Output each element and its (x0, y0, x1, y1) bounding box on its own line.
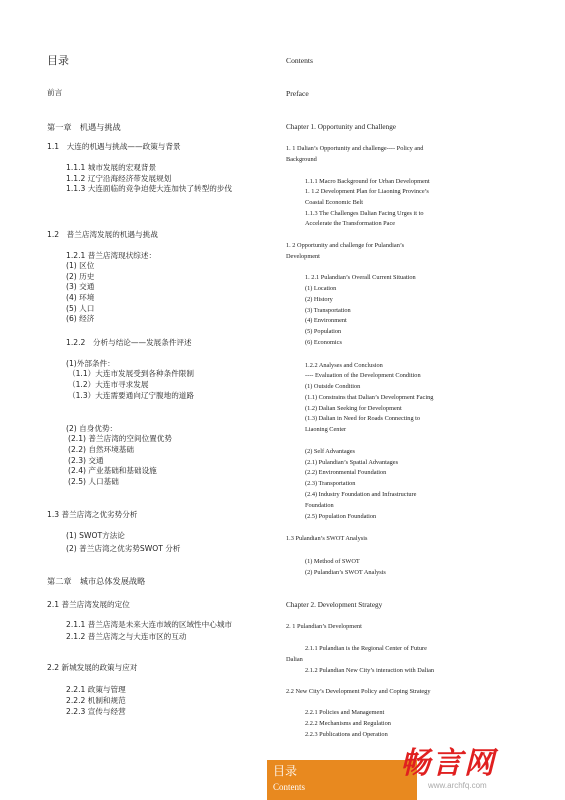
toc-entry: Chapter 1. Opportunity and Challenge (286, 123, 396, 131)
toc-entry: (2.2) 自然环境基础 (68, 445, 134, 454)
toc-entry: 目录 (47, 54, 69, 67)
toc-entry: Contents (286, 56, 314, 65)
toc-entry: Coastal Economic Belt (305, 199, 364, 206)
footer-title-box (267, 760, 417, 800)
toc-entry: 2.2.3 宣传与经营 (66, 707, 126, 716)
toc-entry: 1.3 普兰店湾之优劣势分析 (47, 510, 138, 519)
toc-entry: 1.2.1 普兰店湾现状综述： (66, 251, 157, 260)
toc-entry: 1.2.2 Analyses and Conclusion (305, 362, 383, 369)
toc-entry: 2.1.2 普兰店湾之与大连市区的互动 (66, 632, 187, 641)
toc-entry: 2.1.1 普兰店湾是未来大连市域的区域性中心城市 (66, 620, 233, 629)
toc-entry: (1.3) Dalian in Need for Roads Connecting to (305, 415, 421, 422)
toc-entry: 2.2 New City’s Development Policy and Coping Strategy (286, 688, 431, 695)
toc-entry: (2) 历史 (66, 272, 95, 281)
watermark-url: www.archfq.com (428, 781, 487, 790)
toc-entry: (2.4) 产业基础和基础设施 (68, 466, 157, 475)
toc-entry: （1.3）大连需要通向辽宁腹地的道路 (68, 391, 194, 400)
toc-entry: 1. 1 Dalian’s Opportunity and challenge---- Policy and (286, 145, 424, 152)
toc-entry: (1.2) Dalian Seeking for Development (305, 405, 402, 412)
watermark-logo: 畅言网 (400, 746, 496, 781)
toc-entry: 2.2.1 政策与管理 (66, 685, 126, 694)
toc-entry: （1.1）大连市发展受到各种条件限制 (68, 369, 194, 378)
toc-entry: 1.1.3 大连面临的竞争迫使大连加快了转型的步伐 (66, 184, 233, 193)
toc-entry: (1) Outside Condition (305, 383, 361, 390)
toc-entry: (2) Self Advantages (305, 448, 356, 455)
toc-entry: (2.5) 人口基础 (68, 477, 119, 486)
toc-entry: (3) 交通 (66, 282, 95, 291)
toc-entry: （1.2）大连市寻求发展 (68, 380, 149, 389)
toc-entry: (1) Method of SWOT (305, 558, 360, 565)
toc-entry: 1.1.2 辽宁沿海经济带发展规划 (66, 174, 172, 183)
toc-entry: ---- Evaluation of the Development Condition (305, 372, 421, 379)
toc-entry: (5) 人口 (66, 304, 95, 313)
toc-entry: 1. 1.2 Development Plan for Liaoning Province’s (305, 188, 429, 195)
footer-title-en: Contents (273, 782, 306, 792)
toc-entry: (2.4) Industry Foundation and Infrastructure (305, 491, 417, 498)
toc-entry: 1.1.1 城市发展的宏观背景 (66, 163, 157, 172)
toc-entry: (1) SWOT方法论 (66, 531, 125, 540)
toc-entry: (3) Transportation (305, 307, 351, 314)
toc-entry: (2.2) Environmental Foundation (305, 469, 387, 476)
toc-entry: 1. 2 Opportunity and challenge for Pulandian’s (286, 242, 405, 249)
toc-entry: 1.1 大连的机遇与挑战——政策与背景 (47, 142, 181, 151)
toc-entry: (4) 环境 (66, 293, 95, 302)
toc-entry: 1. 2.1 Pulandian’s Overall Current Situation (305, 274, 416, 281)
toc-entry: Liaoning Center (305, 426, 347, 433)
toc-entry: (6) Economics (305, 339, 342, 346)
toc-entry: (2.1) 普兰店湾的空间位置优势 (68, 434, 172, 443)
toc-entry: 第二章 城市总体发展战略 (47, 576, 146, 586)
toc-entry: (1) Location (305, 285, 337, 292)
toc-entry: Accelerate the Transformation Pace (305, 220, 396, 227)
toc-entry: 2.2 新城发展的政策与应对 (47, 663, 138, 672)
toc-entry: (1) 区位 (66, 261, 95, 270)
toc-entry: Development (286, 253, 320, 260)
toc-entry: 2.1.2 Pulandian New City’s interaction with Dalian (305, 667, 435, 674)
toc-entry: 1.1.3 The Challenges Dalian Facing Urges it to (305, 210, 424, 217)
toc-entry: Dalian (286, 656, 303, 663)
toc-entry: (6) 经济 (66, 314, 95, 323)
toc-entry: 前言 (47, 88, 63, 97)
toc-entry: (2) 普兰店湾之优劣势SWOT 分析 (66, 544, 181, 553)
footer-title-cn: 目录 (273, 764, 298, 778)
toc-entry: 1.2.2 分析与结论——发展条件评述 (66, 338, 192, 347)
toc-entry: 2.1 普兰店湾发展的定位 (47, 600, 130, 609)
toc-entry: (2.1) Pulandian’s Spatial Advantages (305, 459, 399, 466)
toc-entry: 2.2.1 Policies and Management (305, 709, 385, 716)
toc-entry: (2) 自身优势： (66, 424, 118, 433)
toc-entry: (2.3) Transportation (305, 480, 356, 487)
toc-entry: (2.3) 交通 (68, 456, 104, 465)
toc-entry: Preface (286, 89, 309, 98)
toc-entry: Foundation (305, 502, 334, 509)
toc-entry: (2.5) Population Foundation (305, 513, 377, 520)
toc-entry: (2) Pulandian’s SWOT Analysis (305, 569, 386, 576)
toc-entry: 1.1.1 Macro Background for Urban Development (305, 178, 430, 185)
toc-entry: (4) Environment (305, 317, 347, 324)
toc-entry: (1)外部条件： (66, 359, 115, 368)
toc-entry: 2.2.2 Mechanisms and Regulation (305, 720, 391, 727)
toc-entry: Chapter 2. Development Strategy (286, 601, 383, 609)
toc-entry: 2. 1 Pulandian’s Development (286, 623, 362, 630)
toc-entry: 1.2 普兰店湾发展的机遇与挑战 (47, 230, 158, 239)
toc-entry: (2) History (305, 296, 333, 303)
toc-entry: 第一章 机遇与挑战 (47, 122, 121, 132)
toc-entry: Background (286, 156, 317, 163)
toc-entry: (5) Population (305, 328, 342, 335)
toc-entry: 2.1.1 Pulandian is the Regional Center of Future (305, 645, 427, 652)
toc-entry: 2.2.3 Publications and Operation (305, 731, 388, 738)
toc-entry: 2.2.2 机制和规范 (66, 696, 126, 705)
toc-entry: 1.3 Pulandian’s SWOT Analysis (286, 535, 368, 542)
toc-entry: (1.1) Constrains that Dalian’s Development Facing (305, 394, 434, 401)
